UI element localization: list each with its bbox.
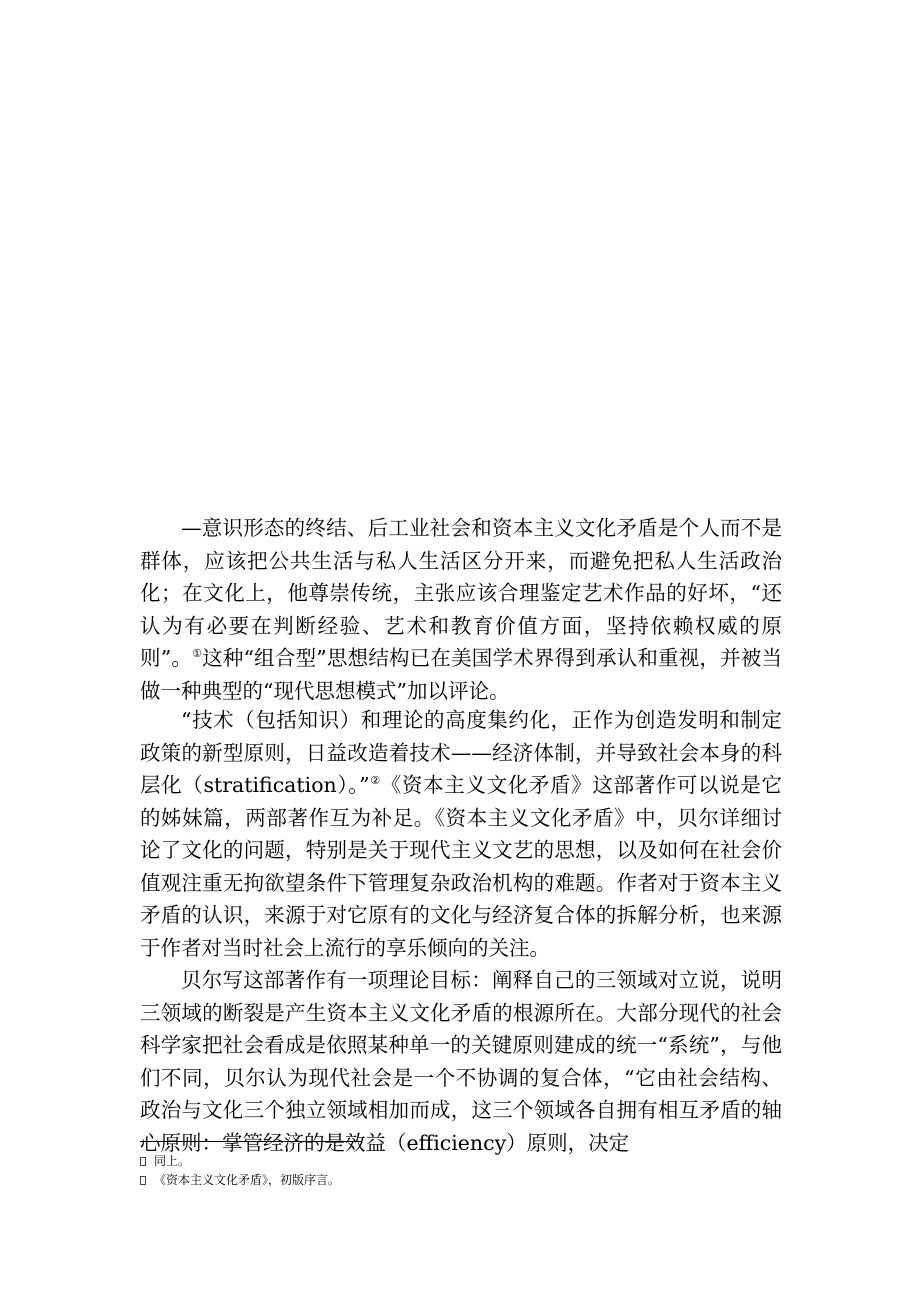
- paragraph-2-text-b: 《资本主义文化矛盾》这部著作可以说是它的姊妹篇，两部著作互为补足。《资本主义文化矛盾》中，贝尔详细讨论了文化的问题，特别是关于现代主义文艺的思想，以及如何在社会价值观注重无拘欲望条件下管理复杂政治机构的难题。作者对于资本主义矛盾的认识，来源于对它原有的文化与经济复合体的拆解分析，也来源于作者对当时社会上流行的享乐倾向的关注。: [140, 773, 783, 960]
- footnote-2-text: 《资本主义文化矛盾》，初版序言。: [154, 1173, 341, 1187]
- footnote-1-text: 同上。: [154, 1154, 191, 1168]
- paragraph-1: [140, 512, 782, 707]
- paragraph-2: [140, 704, 782, 964]
- footnote-marker-icon: [140, 1176, 146, 1185]
- footnote-1: [140, 1152, 780, 1171]
- body-text-lower: [140, 704, 782, 1159]
- footnote-ref-2[interactable]: ②: [369, 774, 381, 788]
- footnote-2: [140, 1171, 780, 1190]
- paragraph-1-text-b: 这种“组合型”思想结构已在美国学术界得到承认和重视，并被当做一种典型的“现代思想模式”加以评论。: [140, 646, 782, 703]
- paragraph-1-text-a: —意识形态的终结、后工业社会和资本主义文化矛盾是个人而不是群体，应该把公共生活与私人生活区分开来，而避免把私人生活政治化；在文化上，他尊崇传统，主张应该合理鉴定艺术作品的好坏，“还认为有必要在判断经验、艺术和教育价值方面，坚持依赖权威的原则”。: [140, 516, 782, 670]
- footnote-ref-1[interactable]: ①: [192, 647, 203, 661]
- footnote-separator: [140, 1141, 361, 1142]
- body-text-upper: [140, 512, 782, 707]
- paragraph-3: 贝尔写这部著作有一项理论目标：阐释自己的三领域对立说，说明三领域的断裂是产生资本主义文化矛盾的根源所在。大部分现代的社会科学家把社会看成是依照某种单一的关键原则建成的统一“系统”，与他们不同，贝尔认为现代社会是一个不协调的复合体，“它由社会结构、政治与文化三个独立领域相加而成，这三个领域各自拥有相互矛盾的轴心原则：掌管经济的是效益（efficiency）原则，决定: [140, 968, 782, 1155]
- footnotes: [140, 1152, 780, 1190]
- footnote-marker-icon: [140, 1157, 146, 1166]
- paragraph-2-text-a: “技术（包括知识）和理论的高度集约化，正作为创造发明和制定政策的新型原则，日益改造着技术——经济体制，并导致社会本身的科层化（stratification）。”: [140, 708, 782, 797]
